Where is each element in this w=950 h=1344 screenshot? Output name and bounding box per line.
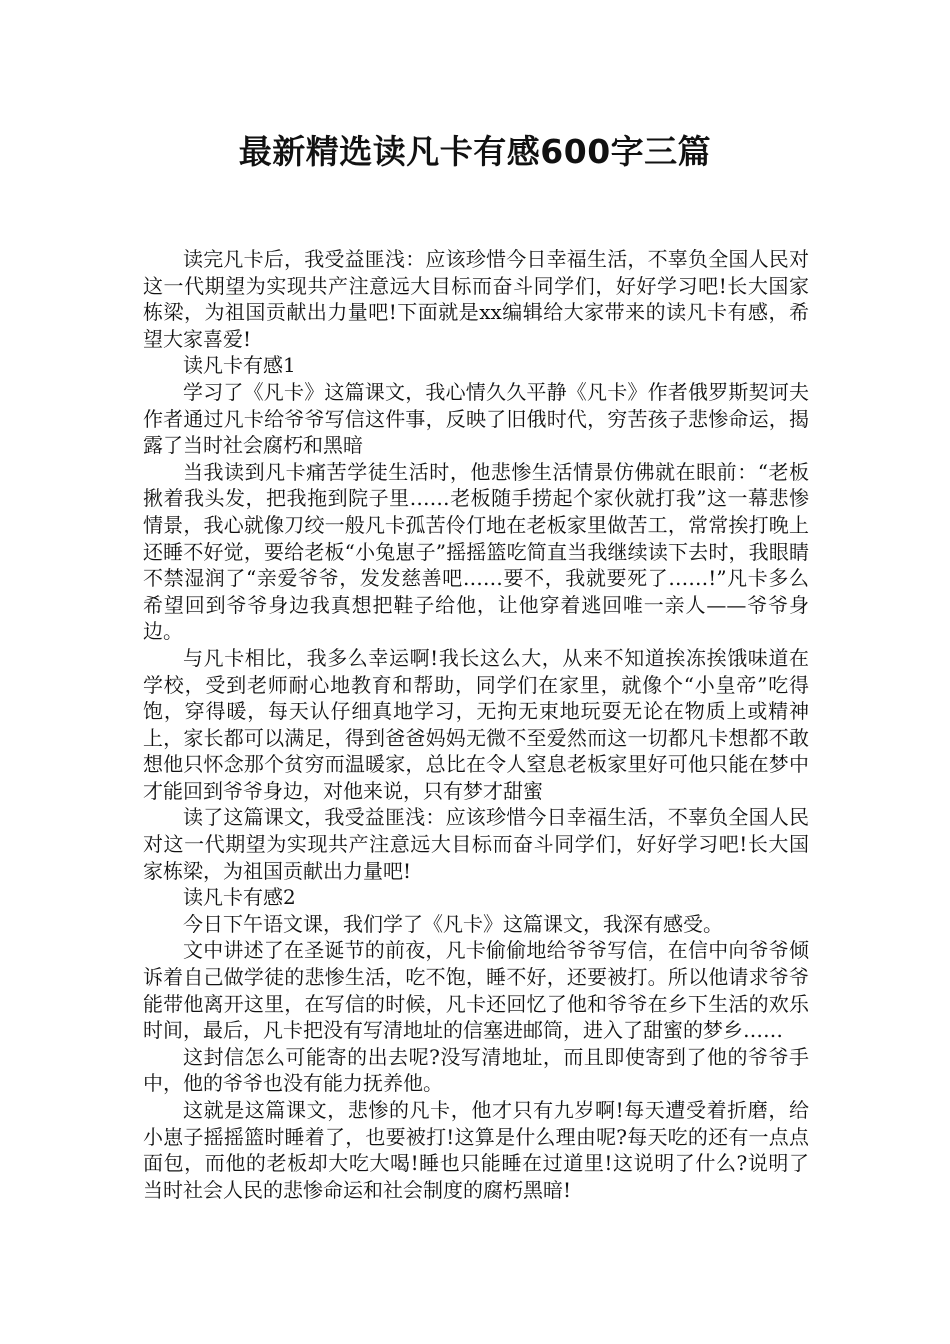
section-heading-1: 读凡卡有感1 (183, 353, 296, 378)
intro-paragraph: 读完凡卡后，我受益匪浅：应该珍惜今日幸福生活，不辜负全国人民对这一代期望为实现共产注意远大目标而奋斗同学们，好好学习吧!长大国家栋梁，为祖国贡献出力量吧!下面就是xx编辑给大家带来的读凡卡有感，希望大家喜爱! (143, 247, 809, 351)
document-body (143, 246, 809, 1203)
document-title: 最新精选读凡卡有感600字三篇 (238, 132, 712, 171)
body-paragraph: 与凡卡相比，我多么幸运啊!我长这么大，从来不知道挨冻挨饿味道在学校，受到老师耐心地教育和帮助，同学们在家里，就像个“小皇帝”吃得饱，穿得暖，每天认仔细真地学习，无拘无束地玩耍无论在物质上或精神上，家长都可以满足，得到爸爸妈妈无微不至爱然而这一切都凡卡想都不敢想他只怀念那个贫穷而温暖家，总比在令人窒息老板家里好可他只能在梦中才能回到爷爷身边，对他来说，只有梦才甜蜜 (143, 645, 809, 803)
body-paragraph: 这封信怎么可能寄的出去呢?没写清地址，而且即使寄到了他的爷爷手中，他的爷爷也没有能力抚养他。 (143, 1044, 809, 1096)
body-paragraph: 文中讲述了在圣诞节的前夜，凡卡偷偷地给爷爷写信，在信中向爷爷倾诉着自己做学徒的悲惨生活，吃不饱，睡不好，还要被打。所以他请求爷爷能带他离开这里，在写信的时候，凡卡还回忆了他和爷爷在乡下生活的欢乐时间，最后，凡卡把没有写清地址的信塞进邮筒，进入了甜蜜的梦乡…… (143, 938, 809, 1043)
body-paragraph: 这就是这篇课文，悲惨的凡卡，他才只有九岁啊!每天遭受着折磨，给小崽子摇摇篮时睡着了，也要被打!这算是什么理由呢?每天吃的还有一点点面包，而他的老板却大吃大喝!睡也只能睡在过道里!这说明了什么?说明了当时社会人民的悲惨命运和社会制度的腐朽黑暗! (143, 1098, 809, 1202)
body-paragraph: 读了这篇课文，我受益匪浅：应该珍惜今日幸福生活，不辜负全国人民对这一代期望为实现共产注意远大目标而奋斗同学们，好好学习吧!长大国家栋梁，为祖国贡献出力量吧! (143, 805, 809, 883)
body-paragraph: 当我读到凡卡痛苦学徒生活时，他悲惨生活情景仿佛就在眼前：“老板揪着我头发，把我拖到院子里……老板随手捞起个家伙就打我”这一幕悲惨情景，我心就像刀绞一般凡卡孤苦伶仃地在老板家里做苦工，常常挨打晚上还睡不好觉，要给老板“小兔崽子”摇摇篮吃简直当我继续读下去时，我眼睛不禁湿润了“亲爱爷爷，发发慈善吧……要不，我就要死了……!”凡卡多么希望回到爷爷身边我真想把鞋子给他，让他穿着逃回唯一亲人——爷爷身边。 (143, 459, 809, 644)
section-heading-2: 读凡卡有感2 (183, 885, 296, 910)
body-paragraph: 学习了《凡卡》这篇课文，我心情久久平静《凡卡》作者俄罗斯契诃夫作者通过凡卡给爷爷写信这件事，反映了旧俄时代，穷苦孩子悲惨命运，揭露了当时社会腐朽和黑暗 (143, 379, 809, 458)
body-paragraph: 今日下午语文课，我们学了《凡卡》这篇课文，我深有感受。 (183, 911, 723, 936)
